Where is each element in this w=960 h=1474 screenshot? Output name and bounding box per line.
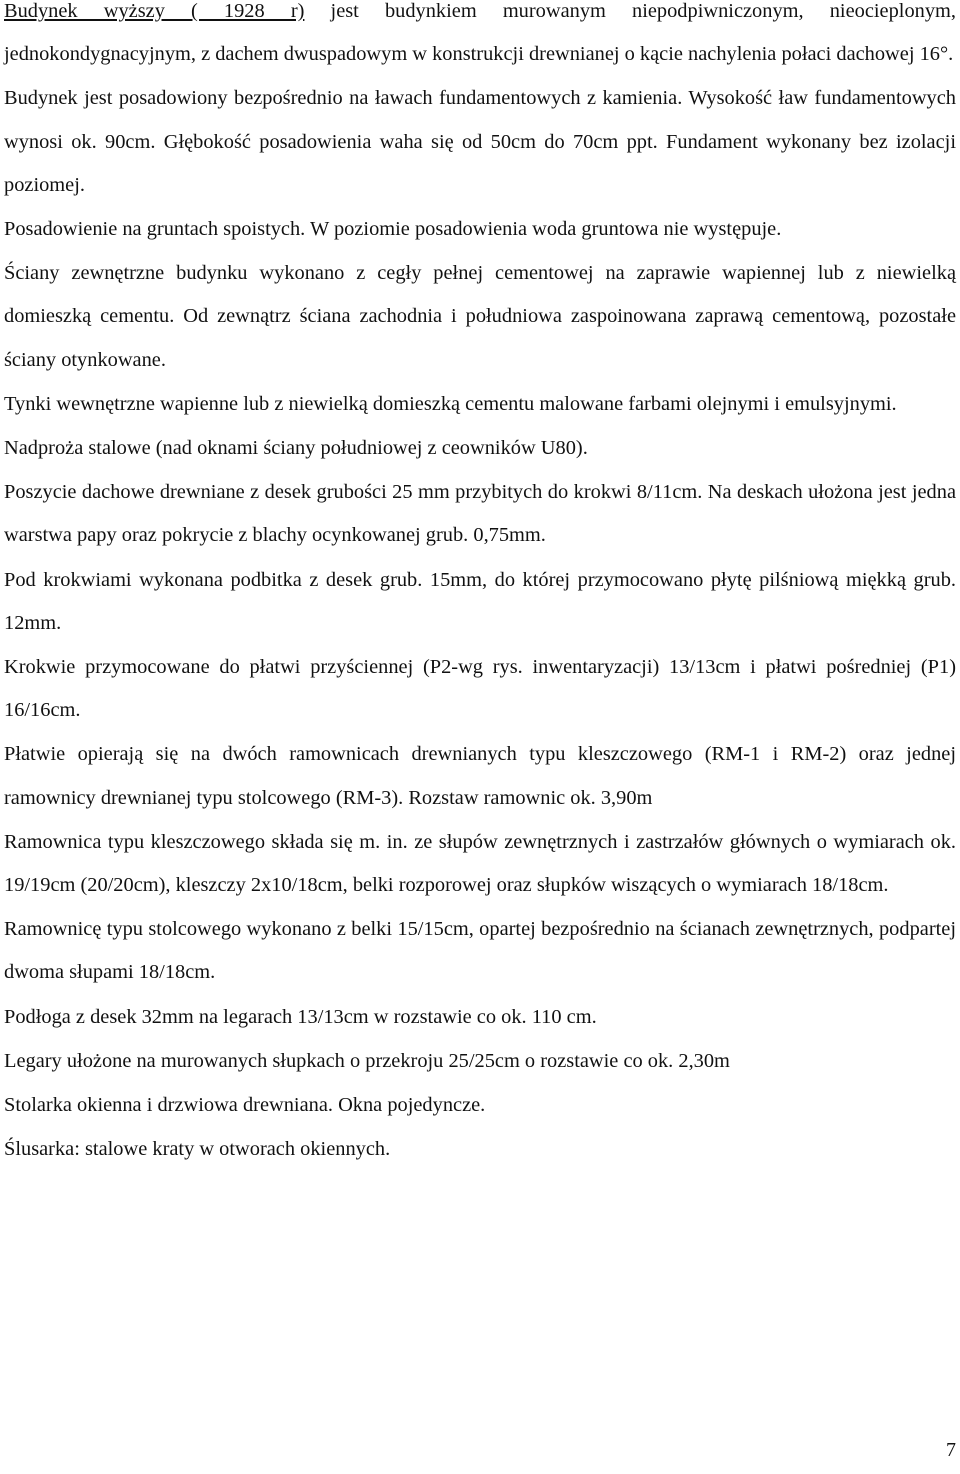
paragraph-roof-sheathing: Poszycie dachowe drewniane z desek grubości 25 mm przybitych do krokwi 8/11cm. Na deskach ułożona jest jedna warstwa papy oraz pokrycie z blachy ocynkowanej grub. 0,75mm.: [4, 481, 956, 547]
paragraph-floor: Podłoga z desek 32mm na legarach 13/13cm w rozstawie co ok. 110 cm.: [4, 1005, 597, 1028]
paragraph-external-walls: Ściany zewnętrzne budynku wykonano z cegły pełnej cementowej na zaprawie wapiennej lub z niewielką domieszką cementu. Od zewnątrz ściana zachodnia i południowa zaspoinowana zaprawą cementową, pozostałe ściany otynkowane.: [4, 262, 956, 371]
page-number: 7: [946, 1439, 956, 1461]
paragraph-building-description: [4, 0, 956, 76]
building-heading-underlined: Budynek wyższy ( 1928 r): [4, 0, 305, 22]
paragraph-soffit: Pod krokwiami wykonana podbitka z desek grub. 15mm, do której przymocowano płytę pilśniową miękką grub. 12mm.: [4, 568, 956, 634]
paragraph-internal-plaster: Tynki wewnętrzne wapienne lub z niewielką domieszką cementu malowane farbami olejnymi i emulsyjnymi.: [4, 392, 897, 415]
paragraph-joists: Legary ułożone na murowanych słupkach o przekroju 25/25cm o rozstawie co ok. 2,30m: [4, 1049, 730, 1072]
paragraph-post-frame: Ramownicę typu stolcowego wykonano z belki 15/15cm, opartej bezpośrednio na ścianach zewnętrznych, podpartej dwoma słupami 18/18cm.: [4, 918, 956, 984]
paragraph-purlins: Płatwie opierają się na dwóch ramownicach drewnianych typu kleszczowego (RM-1 i RM-2) oraz jednej ramownicy drewnianej typu stolcowego (RM-3). Rozstaw ramownic ok. 3,90m: [4, 743, 956, 809]
paragraph-rafters: Krokwie przymocowane do płatwi przyściennej (P2-wg rys. inwentaryzacji) 13/13cm i płatwi pośredniej (P1) 16/16cm.: [4, 656, 956, 722]
paragraph-metalwork: Ślusarka: stalowe kraty w otworach okiennych.: [4, 1138, 391, 1161]
document-page: [4, 0, 956, 1172]
paragraph-lintels: Nadproża stalowe (nad oknami ściany południowej z ceowników U80).: [4, 437, 588, 460]
paragraph-foundation: Budynek jest posadowiony bezpośrednio na ławach fundamentowych z kamienia. Wysokość ław fundamentowych wynosi ok. 90cm. Głębokość posadowienia waha się od 50cm do 70cm ppt. Fundament wykonany bez izolacji poziomej.: [4, 87, 956, 196]
paragraph-soil: Posadowienie na gruntach spoistych. W poziomie posadowienia woda gruntowa nie występuje.: [4, 218, 782, 241]
paragraph-joinery: Stolarka okienna i drzwiowa drewniana. Okna pojedyncze.: [4, 1094, 486, 1117]
paragraph-text: jest budynkiem murowanym niepodpiwniczonym, nieocieplonym, jednokondygnacyjnym, z dachem dwuspadowym w konstrukcji drewnianej o kącie nachylenia połaci dachowej 16°.: [4, 0, 956, 66]
paragraph-clamp-frame: Ramownica typu kleszczowego składa się m. in. ze słupów zewnętrznych i zastrzałów głównych o wymiarach ok. 19/19cm (20/20cm), kleszczy 2x10/18cm, belki rozporowej oraz słupków wiszących o wymiarach 18/18cm.: [4, 830, 956, 897]
